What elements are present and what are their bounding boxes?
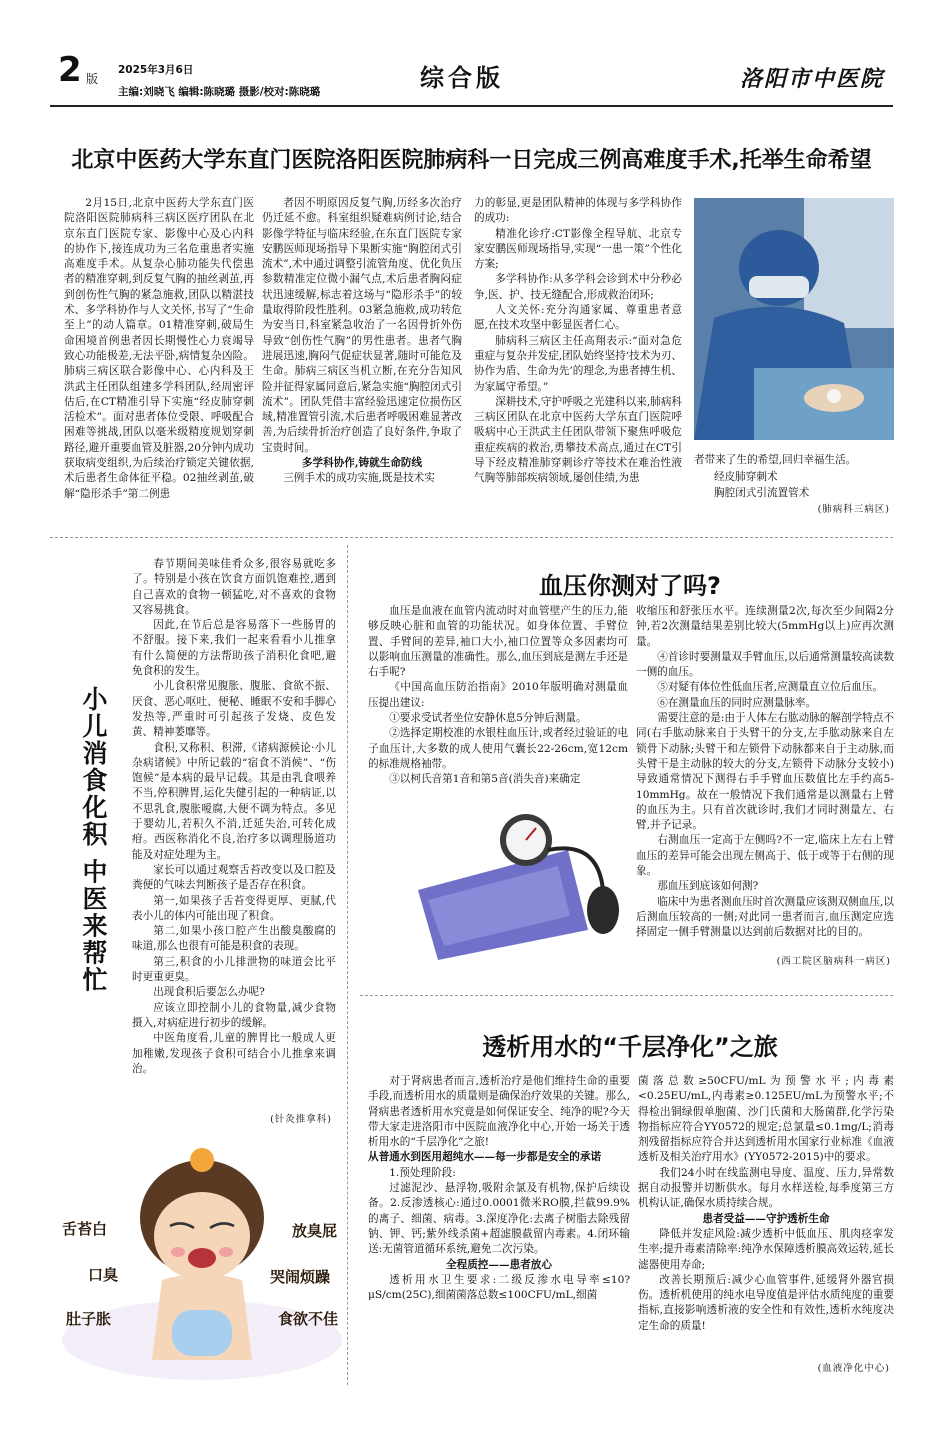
article3-col2-p: ④首诊时要测量双手臂血压,以后通常测量较高读数一侧的血压。 [636, 650, 894, 679]
article1-col3-p: 深耕技术,守护呼吸之光建科以来,肺病科三病区团队在北京中医药大学东直门医院呼吸病中心王洪武主任团队带领下聚焦呼吸危重症疾病的救治,勇攀技术高点,通过在CT引导下经皮精准肺穿刺诊疗等技术在难治性液气胸等肺部疾病领域,屡创佳绩,为患 [474, 395, 683, 485]
article4-heading-3: 患者受益——守护透析生命 [702, 1212, 830, 1225]
article3-col2-p: ⑥在测量血压的同时应测量脉率。 [657, 696, 817, 709]
article1-col3-p: 人文关怀:充分沟通家属、尊重患者意愿,在技术攻坚中彰显医者仁心。 [474, 304, 682, 332]
article2-title: 小儿消食化积 中医来帮忙 [79, 686, 108, 994]
article4-col2-p: 我们24小时在线监测电导度、温度、压力,异常数据自动报警并切断供水。每月水样送检,每季度第三方机构认证,确保水质持续合规。 [638, 1166, 894, 1210]
hospital-logo: 洛阳市中医院 [740, 66, 885, 92]
photo-caption-2: 胸腔闭式引流置管术 [714, 487, 810, 499]
article2-p: 春节期间美味佳肴众多,很容易就吃多了。特别是小孩在饮食方面饥饱难控,遇到自己喜欢的食物一顿猛吃,对不喜欢的食物又容易挑食。 [132, 558, 336, 616]
symptom-label-gas: 放臭屁 [292, 1222, 338, 1240]
article3-col2-p: 临床中为患者测血压时首次测量应该测双侧血压,以后测血压较高的一侧;对此同一患者而言,血压测定应选择固定一侧手臂测量以达到前后数据对比的目的。 [636, 895, 894, 939]
article1-col3-p: 肺病科三病区主任高翔表示:“面对急危重症与复杂并发症,团队始终坚持‘技术为刃、协作为盾、生命为先’的理念,为患者搏生机、为家属守希望。” [474, 334, 683, 393]
article4-heading-2: 全程质控——患者放心 [446, 1258, 552, 1271]
article1-col3-p: 多学科协作:从多学科会诊到术中分秒必争,医、护、技无缝配合,形成救治闭环; [474, 273, 682, 301]
article3-col2-p: ⑤对疑有体位性低血压者,应测量直立位后血压。 [657, 681, 884, 694]
article4-col2-p: 降低并发症风险:减少透析中低血压、肌肉痉挛发生率;提升毒素清除率:纯净水保障透析膜高效运转,延长滤器使用寿命; [638, 1227, 894, 1271]
article2-p: 第一,如果孩子舌苔变得更厚、更腻,代表小儿的体内可能出现了积食。 [132, 894, 336, 922]
article4-col2-p: 改善长期预后:减少心血管事件,延缓肾外器官损伤。透析机使用的纯水电导度值是评估水质纯度的重要指标,直接影响透析液的安全性和有效性,透析水纯度决定生命的质量! [638, 1273, 894, 1332]
article2-p: 家长可以通过观察舌苔改变以及口腔及粪便的气味去判断孩子是否存在积食。 [132, 863, 336, 892]
article2-p: 第三,积食的小儿排泄物的味道会比平时更重更臭。 [132, 955, 336, 984]
issue-date: 2025年3月6日 [118, 64, 194, 76]
article4-col1 [368, 1074, 630, 1303]
article1-col4 [694, 453, 899, 468]
article3-col2-p: 需要注意的是:由于人体左右肱动脉的解剖学特点不同(右手肱动脉来自于头臂干的分支,左手肱动脉来自左锁骨下动脉;头臂干和左锁骨下动脉都来自于主动脉,而头臂干是主动脉的较大的分支,左锁骨下动脉分支较小)导致通常情况下测得右手手臂血压数值比左手约高5-10mmHg。故在一般情况下我们通常是以测量右上臂的血压为主。只有首次就诊时,我们才同时测量左、右臂,并予记录。 [636, 712, 894, 832]
article4-col1-p: 1.预处理阶段: [389, 1166, 456, 1179]
sphygmomanometer-illustration [398, 780, 628, 970]
article3-title: 血压你测对了吗? [539, 572, 721, 600]
article4-col1-p: 透析用水卫生要求:二级反渗水电导率≤10?μS/cm(25C),细菌菌落总数≤100CFU/mL,细菌 [368, 1273, 630, 1302]
article1-signature: (肺病科三病区) [817, 504, 890, 515]
article2-p: 第二,如果小孩口腔产生出酸臭酸腐的味道,那么也很有可能是积食的表现。 [132, 925, 336, 953]
article1-title: 北京中医药大学东直门医院洛阳医院肺病科一日完成三例高难度手术,托举生命希望 [71, 148, 872, 173]
surgery-photo [694, 198, 894, 440]
article1-col2-p: 者因不明原因反复气胸,历经多次治疗仍迁延不愈。科室组织疑难病例讨论,结合影像学特征与临床经验,在东直门医院专家安鹏医师现场指导下果断实施“胸腔闭式引流术”,术中通过调整引流管角度、优化负压参数精准定位微小漏气点,术后患者胸闷症状迅速缓解,标志着这场与“隐形杀手”的较量取得阶段性胜利。03紧急施救,成功转危为安当日,科室紧急收治了一名因骨折外伤导致“创伤性气胸”的男性患者。患者气胸进展迅速,胸闷气促症状显著,随时可能危及生命。肺病三病区当机立断,在充分告知风险并征得家属同意后,紧急实施“胸腔闭式引流术”。团队凭借丰富经验迅速定位损伤区域,精准置管引流,术后患者呼吸困难显著改善,为后续骨折治疗创造了良好条件,争取了宝贵时间。 [262, 197, 462, 454]
surgery-photo-illustration [694, 198, 894, 440]
page-ban-label: 版 [86, 72, 99, 86]
article4-title: 透析用水的“千层净化”之旅 [482, 1033, 778, 1061]
section-title: 综合版 [420, 64, 504, 92]
article4-col1-p: 过滤泥沙、悬浮物,吸附余氯及有机物,保护后续设备。2.反渗透核心:通过0.0001微米RO膜,拦截99.9%的离子、细菌、病毒。3.深度净化:去离子树脂去除残留钠、钾、钙;紫外线杀菌+超滤膜截留内毒素。4.闭环输送:无菌管道循环系统,避免二次污染。 [368, 1182, 630, 1256]
article2-p: 食积,又称积、积滞,《诸病源候论·小儿杂病诸候》中所记载的“宿食不消候”、“伤饱候”是本病的最早记载。其是由乳食喂养不当,停积脾胃,运化失健引起的一种病证,以不思乳食,腹胀嗳腐,大便不调为特点。多见于婴幼儿,若积久不消,迁延失治,可转化成疳。西医称消化不良,治疗多以调理肠道功能及对症处理为主。 [132, 741, 336, 861]
article4-col1-p: 对于肾病患者而言,透析治疗是他们维持生命的重要手段,而透析用水的质量则是确保治疗效果的关键。那么,肾病患者透析用水究竟是如何保证安全、纯净的呢?今天带大家走进洛阳市中医院血液净化中心,开始一场关于透析用水的“千层净化”之旅! [368, 1075, 630, 1149]
article2-p: 中医角度看,儿童的脾胃比一般成人更加稚嫩,发现孩子食积可结合小儿推拿来调治。 [132, 1032, 336, 1075]
article3-col1-p: 《中国高血压防治指南》2010年版明确对测量血压提出建议: [368, 681, 628, 709]
article3-col2 [636, 604, 894, 941]
article1-col1-p: 2月15日,北京中医药大学东直门医院洛阳医院肺病科三病区医疗团队在北京东直门医院专家、影像中心及心内科的协作下,接连成功为三名危重患者实施高难度手术。从复杂心肺功能失代偿患者的精准穿刺,到反复气胸的抽丝剥茧,再到创伤性气胸的紧急施救,团队以精湛技术、多学科协作与人文关怀,书写了“生命至上”的动人篇章。01精准穿刺,破局生命困境首例患者因长期慢性心力衰竭导致心功能极差,无法平卧,病情复杂凶险。肺病三病区联合影像中心、心内科及王洪武主任团队组建多学科团队,经周密评估后,在CT精准引导下实施“经皮肺穿刺活检术”。面对患者体位受限、呼吸配合困难等挑战,团队以毫米级精度规划穿刺路径,避开重要血管及脏器,20分钟内成功获取病变组织,为后续治疗锁定关键依据,术后患者生命体征平稳。02抽丝剥茧,破解“隐形杀手”第二例患 [64, 197, 254, 500]
column-divider [347, 545, 348, 1385]
article1-col2-heading: 多学科协作,铸就生命防线 [301, 457, 423, 470]
page-number: 2 [58, 50, 82, 90]
article1-col2-p2: 三例手术的成功实施,既是技术实 [283, 472, 435, 485]
article3-col2-p: 收缩压和舒张压水平。连续测量2次,每次至少间隔2分钟,若2次测量结果差别比较大(5mmHg以上)应再次测量。 [636, 605, 894, 648]
photo-caption-1: 经皮肺穿刺术 [714, 471, 778, 483]
article1-col1 [64, 196, 254, 502]
child-cartoon [52, 1140, 352, 1380]
article1-col3-p: 精准化诊疗:CT影像全程导航、北京专家安鹏医师现场指导,实现“一患一策”个性化方案; [474, 227, 682, 271]
issue-credits: 主编:刘晓飞 编辑:陈晓璐 摄影/校对:陈晓璐 [118, 86, 321, 98]
article3-col2-p: 那血压到底该如何测? [657, 880, 759, 893]
article4-col2-p: 菌落总数≥50CFU/mL为预警水平;内毒素<0.25EU/mL,内毒素≥0.125EU/mL为预警水平;不得检出铜绿假单胞菌、沙门氏菌和大肠菌群,化学污染物指标应符合YY0572的规定;总氯量≤0.1mg/L;消毒剂残留指标应符合并达到透析用水国家行业标准《血液透析及相关治疗用水》(YY0572-2015)中的要求。 [638, 1075, 894, 1164]
header-rule [50, 105, 893, 107]
article4-col2 [638, 1074, 894, 1334]
article4-signature: (血液净化中心) [817, 1363, 890, 1374]
article1-col3 [474, 196, 682, 487]
article3-col2-p: 右测血压一定高于左侧吗?不一定,临床上左右上臂血压的差异可能会出现左侧高于、低于或等于右侧的现象。 [636, 834, 894, 878]
symptom-label-breath: 口臭 [88, 1266, 119, 1284]
symptom-label-bloating: 肚子胀 [66, 1310, 112, 1328]
article2-body [132, 557, 336, 1077]
divider-2 [360, 995, 893, 996]
symptom-label-crying: 哭闹烦躁 [270, 1268, 331, 1286]
article3-col1-p: ①要求受试者坐位安静休息5分钟后测量。 [389, 712, 587, 725]
article3-col1 [368, 604, 628, 788]
article3-col1-p: 血压是血液在血管内流动时对血管壁产生的压力,能够反映心脏和血管的功能状况。如身体位置、手臂位置、手臂间的差异,袖口大小,袖口位置等众多因素均可以影响血压测量的准确性。那么,血压到底是测左手还是右手呢? [368, 605, 628, 679]
symptom-label-appetite: 食欲不佳 [278, 1310, 339, 1328]
article2-signature: (针灸推拿科) [270, 1114, 332, 1125]
article2-p: 因此,在节后总是容易落下一些肠胃的不舒服。接下来,我们一起来看看小儿推拿有什么简便的方法帮助孩子消积化食吧,避免食积的发生。 [132, 619, 336, 678]
article2-p: 应该立即控制小儿的食物量,减少食物摄入,对病症进行初步的缓解。 [132, 1001, 336, 1029]
child-cartoon-illustration [52, 1140, 352, 1380]
symptom-label-tongue: 舌苔白 [62, 1220, 108, 1238]
article2-p: 出现食积后要怎么办呢? [153, 986, 265, 999]
article1-col3-p: 力的彰显,更是团队精神的体现与多学科协作的成功: [474, 197, 682, 225]
article2-p: 小儿食积常见腹胀、腹胀、食欲不振、厌食、恶心呕吐、便秘、睡眠不安和手脚心发热等,严重时可引起孩子发烧、皮色发黄、精神萎靡等。 [132, 680, 336, 739]
article1-col4-p: 者带来了生的希望,回归幸福生活。 [694, 454, 857, 466]
article1-col2 [262, 196, 462, 487]
article3-col1-p: ②选择定期校准的水银柱血压计,或者经过验证的电子血压计,大多数的成人使用气囊长22-26cm,宽12cm的标准规格袖带。 [368, 727, 628, 770]
sphygmomanometer-image [398, 780, 628, 970]
divider [50, 537, 893, 538]
article3-col1-p: ③以柯氏音第1音和第5音(消失音)来确定 [389, 773, 581, 786]
article3-signature: (西工院区脑病科一病区) [776, 956, 891, 967]
article4-heading-1: 从普通水到医用超纯水——每一步都是安全的承诺 [368, 1151, 602, 1164]
